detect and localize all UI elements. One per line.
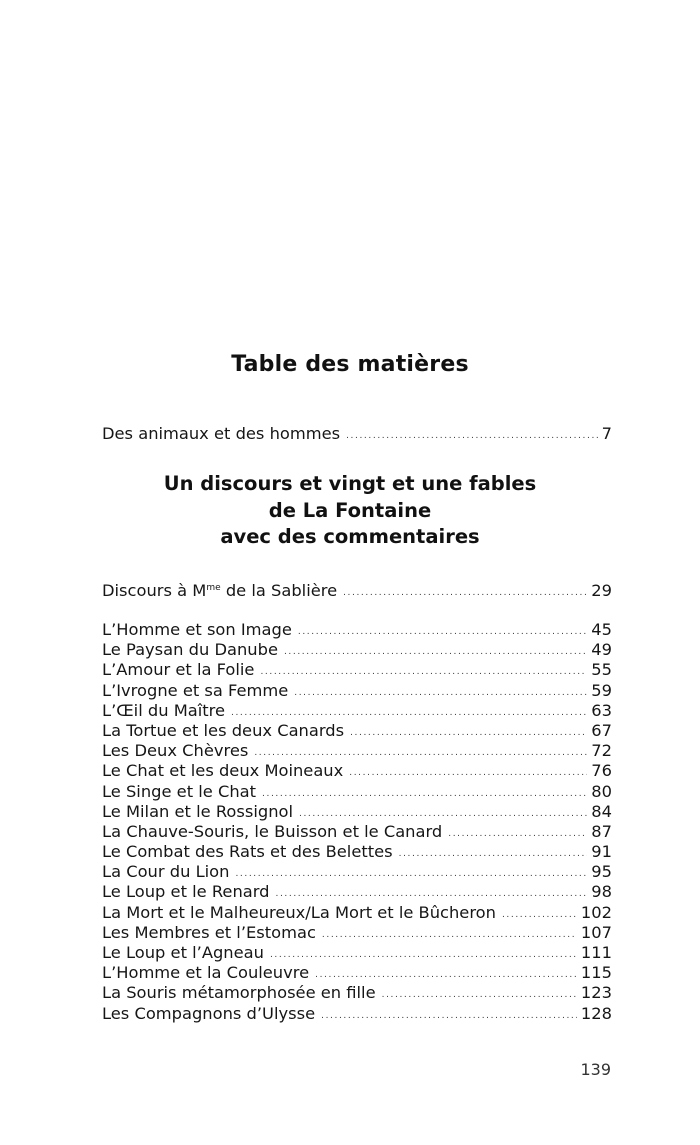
page-number: 139: [580, 1060, 611, 1079]
toc-entry-page: 49: [591, 640, 612, 660]
dot-leader: [502, 905, 577, 925]
toc-entry-label: La Mort et le Malheureux/La Mort et le Bûcheron: [102, 902, 496, 922]
dot-leader: [299, 804, 587, 824]
dot-leader: [254, 743, 587, 763]
toc-entry-label: [102, 581, 343, 601]
dot-leader: [350, 723, 587, 743]
label-prefix: Discours à M: [102, 581, 207, 600]
toc-entry-page: 128: [580, 1003, 612, 1023]
dot-leader: [448, 824, 587, 844]
toc-entry[interactable]: [102, 923, 612, 943]
section-heading-line: avec des commentaires: [220, 525, 480, 548]
toc-entry-label: Les Membres et l’Estomac: [102, 922, 316, 942]
toc-entry[interactable]: [102, 802, 612, 822]
toc-entry[interactable]: [102, 701, 612, 721]
dot-leader: [262, 784, 587, 804]
toc-entry[interactable]: [102, 903, 612, 923]
dot-leader: [321, 1006, 577, 1026]
dot-leader: [315, 965, 577, 985]
toc-entry-label: Les Deux Chèvres: [102, 741, 249, 761]
toc-entry-label: La Cour du Lion: [102, 862, 230, 882]
dot-leader: [275, 884, 587, 904]
toc-entry[interactable]: [102, 983, 612, 1003]
toc-entry[interactable]: [102, 842, 612, 862]
toc-entry-page: 123: [580, 983, 612, 1003]
toc-entry-label: Le Combat des Rats et des Belettes: [102, 842, 393, 862]
toc-entry[interactable]: [102, 882, 612, 902]
toc-entry-page: 87: [591, 821, 612, 841]
toc-entry-page: 98: [591, 882, 612, 902]
toc-entry-label: La Souris métamorphosée en fille: [102, 983, 376, 1003]
toc-entry-label: Des animaux et des hommes: [102, 424, 341, 443]
toc-entry[interactable]: [102, 822, 612, 842]
page-title: Table des matières: [231, 352, 469, 377]
toc-entry-page: 7: [601, 424, 612, 443]
dot-leader: [284, 642, 587, 662]
toc-entry[interactable]: [102, 1004, 612, 1024]
toc-entry[interactable]: [102, 660, 612, 680]
toc-entry-label: Le Loup et l’Agneau: [102, 943, 264, 962]
toc-entry[interactable]: [102, 943, 612, 963]
dot-leader: [349, 763, 587, 783]
toc-entry-page: 45: [591, 620, 612, 639]
toc-entry-page: 84: [591, 801, 612, 821]
dot-leader: [235, 864, 587, 884]
toc-entry-label: Les Compagnons d’Ulysse: [102, 1003, 316, 1023]
section-heading-line: de La Fontaine: [268, 498, 432, 522]
dot-leader: [294, 683, 587, 703]
toc-entry-page: 91: [591, 842, 612, 862]
dot-leader: [382, 985, 577, 1005]
label-superscript: me: [206, 583, 221, 593]
toc-entry-page: 55: [591, 660, 612, 680]
label-suffix: de la Sablière: [220, 581, 338, 600]
toc-entry-page: 29: [591, 581, 612, 600]
fable-list: [0, 620, 700, 1024]
toc-entry-label: Le Paysan du Danube: [102, 640, 278, 660]
dot-leader: [298, 622, 587, 642]
toc-entry-label: La Tortue et les deux Canards: [102, 720, 345, 740]
toc-entry[interactable]: [102, 963, 612, 983]
toc-entry-label: La Chauve-Souris, le Buisson et le Canard: [102, 821, 443, 841]
toc-entry-page: 111: [580, 943, 612, 962]
dot-leader: [343, 583, 587, 603]
toc-entry-page: 80: [591, 781, 612, 801]
section-heading: [0, 471, 700, 551]
toc-entry-label: Le Loup et le Renard: [102, 882, 270, 902]
section-heading-line: Un discours et vingt et une fables: [163, 472, 537, 495]
toc-entry-discours[interactable]: [102, 581, 612, 604]
toc-entry-page: 107: [580, 922, 612, 942]
toc-entry-page: 95: [591, 862, 612, 882]
toc-entry[interactable]: [102, 761, 612, 781]
dot-leader: [322, 925, 577, 945]
toc-entry[interactable]: [102, 640, 612, 660]
toc-entry[interactable]: [102, 721, 612, 741]
toc-entry-page: 59: [591, 680, 612, 700]
toc-entry-label: L’Ivrogne et sa Femme: [102, 680, 289, 700]
toc-entry-label: Le Milan et le Rossignol: [102, 801, 294, 821]
toc-entry-label: L’Amour et la Folie: [102, 660, 255, 680]
toc-entry-page: 63: [591, 700, 612, 720]
toc-entry[interactable]: [102, 782, 612, 802]
toc-entry-page: 72: [591, 741, 612, 761]
toc-entry[interactable]: [102, 681, 612, 701]
toc-entry-page: 67: [591, 720, 612, 740]
toc-entry[interactable]: [102, 862, 612, 882]
toc-entry[interactable]: [102, 620, 612, 640]
toc-entry[interactable]: [102, 741, 612, 761]
toc-entry-page: 102: [580, 902, 612, 922]
toc-entry-label: L’Homme et la Couleuvre: [102, 963, 310, 983]
toc-entry-label: Le Chat et les deux Moineaux: [102, 761, 344, 781]
toc-entry-page: 76: [591, 761, 612, 781]
toc-entry-intro[interactable]: [102, 424, 612, 447]
dot-leader: [231, 703, 587, 723]
toc-entry-label: L’Œil du Maître: [102, 700, 225, 720]
dot-leader: [270, 945, 577, 965]
dot-leader: [346, 426, 598, 446]
dot-leader: [399, 844, 588, 864]
toc-entry-label: Le Singe et le Chat: [102, 781, 257, 801]
toc-entry-label: L’Homme et son Image: [102, 620, 292, 639]
toc-entry-page: 115: [580, 963, 612, 983]
dot-leader: [260, 662, 587, 682]
